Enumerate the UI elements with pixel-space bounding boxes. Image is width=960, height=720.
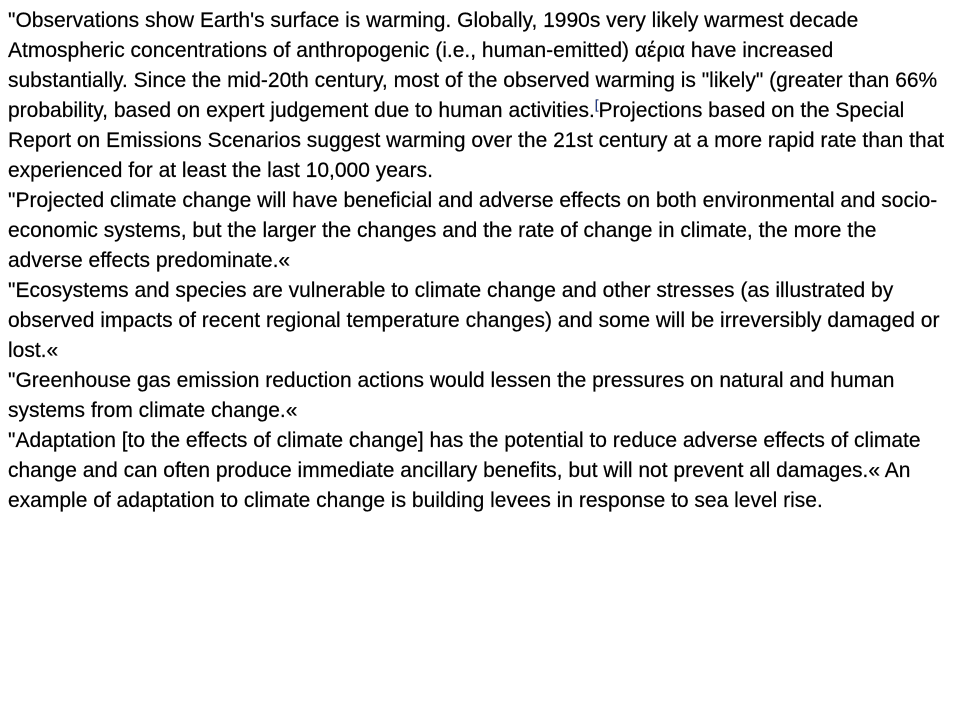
paragraph-observations [8,6,948,186]
paragraph-emission-reduction: "Greenhouse gas emission reduction actions would lessen the pressures on natural and human systems from climate change.« [8,369,895,422]
paragraph-adaptation: "Adaptation [to the effects of climate change] has the potential to reduce adverse effects of climate change and can often produce immediate ancillary benefits, but will not prevent all damages.« An example of adaptation to climate change is building levees in response to sea level rise. [8,429,921,512]
slide-body [8,6,948,516]
paragraph-observations-text: "Observations show Earth's surface is warming. Globally, 1990s very likely warmest decade Atmospheric concentrations of anthropogenic (i.e., human-emitted) αέρια have increased substantially. Since the mid-20th century, most of the observed warming is "likely" (greater than 66% probability, based on expert judgement due to human activities. [8,9,938,122]
paragraph-projected-climate-change: "Projected climate change will have beneficial and adverse effects on both environmental and socio-economic systems, but the larger the changes and the rate of change in climate, the more the adverse effects predominate.« [8,189,938,272]
paragraph-ecosystems: "Ecosystems and species are vulnerable to climate change and other stresses (as illustrated by observed impacts of recent regional temperature changes) and some will be irreversibly damaged or lost.« [8,279,940,362]
paragraph-projections-text: Projections based on the Special Report on Emissions Scenarios suggest warming over the 21st century at a more rapid rate than that experienced for at least the last 10,000 years. [8,99,945,182]
citation-link[interactable]: [ [594,97,599,112]
